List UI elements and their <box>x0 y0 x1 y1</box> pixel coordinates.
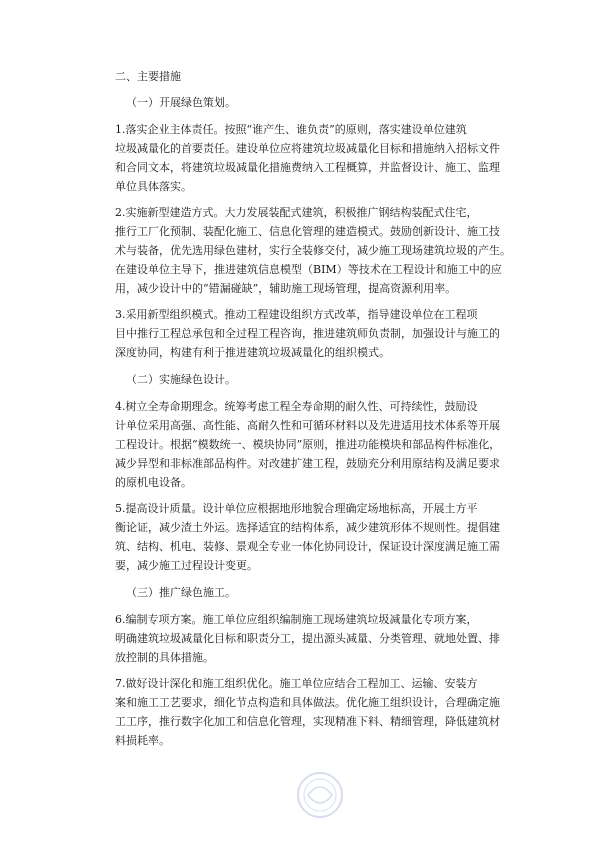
section-heading-measures: 二、主要措施 <box>115 70 181 83</box>
paragraph-line: 7.做好设计深化和施工组织优化。施工单位应结合工程加工、运输、安装方 <box>115 677 478 690</box>
paragraph-line: 减少异型和非标准部品构件。对改建扩建工程，鼓励充分利用原结构及满足要求 <box>115 457 500 470</box>
paragraph-line: 在建设单位主导下，推进建筑信息模型（BIM）等技术在工程设计和施工中的应 <box>115 263 502 276</box>
paragraph-line: 明确建筑垃圾减量化目标和职责分工，提出源头减量、分类管理、就地处置、排 <box>115 632 500 645</box>
paragraph-line: 要，减少施工过程设计变更。 <box>115 559 258 572</box>
paragraph-line: 计单位采用高强、高性能、高耐久性和可循环材料以及先进适用技术体系等开展 <box>115 419 500 432</box>
paragraph-line: 案和施工工艺要求，细化节点构造和具体做法。优化施工组织设计，合理确定施 <box>115 696 500 709</box>
paragraph-line: 料损耗率。 <box>115 734 170 747</box>
paragraph-line: 4.树立全寿命期理念。统筹考虑工程全寿命期的耐久性、可持续性，鼓励设 <box>115 400 478 413</box>
paragraph-line: 1.落实企业主体责任。按照“谁产生、谁负责”的原则，落实建设单位建筑 <box>115 123 467 136</box>
paragraph-line: 工工序，推行数字化加工和信息化管理，实现精准下料、精细管理，降低建筑材 <box>115 715 500 728</box>
paragraph-line: 垃圾减量化的首要责任。建设单位应将建筑垃圾减量化目标和措施纳入招标文件 <box>115 142 500 155</box>
paragraph-line: 2.实施新型建造方式。大力发展装配式建筑，积极推广钢结构装配式住宅， <box>115 206 478 219</box>
paragraph-line: 6.编制专项方案。施工单位应组织编制施工现场建筑垃圾减量化专项方案， <box>115 613 478 626</box>
paragraph-line: 3.采用新型组织模式。推动工程建设组织方式改革，指导建设单位在工程项 <box>115 308 478 321</box>
subsection-heading-green-design: （二）实施绿色设计。 <box>126 373 236 386</box>
paragraph-line: 的原机电设备。 <box>115 476 192 489</box>
paragraph-line: 5.提高设计质量。设计单位应根据地形地貌合理确定场地标高，开展土方平 <box>115 502 478 515</box>
paragraph-line: 深度协同，构建有利于推进建筑垃圾减量化的组织模式。 <box>115 346 390 359</box>
paragraph-line: 目中推行工程总承包和全过程工程咨询，推进建筑师负责制，加强设计与施工的 <box>115 327 500 340</box>
paragraph-line: 筑、结构、机电、装修、景观全专业一体化协同设计，保证设计深度满足施工需 <box>115 540 500 553</box>
paragraph-line: 工程设计。根据“模数统一、模块协同”原则，推进功能模块和部品构件标准化， <box>115 438 501 451</box>
watermark-seal-icon <box>290 765 350 825</box>
paragraph-line: 术与装备，优先选用绿色建材，实行全装修交付，减少施工现场建筑垃圾的产生。 <box>115 244 511 257</box>
paragraph-line: 衡论证，减少渣土外运。选择适宜的结构体系，减少建筑形体不规则性。提倡建 <box>115 521 500 534</box>
paragraph-line: 推行工厂化预制、装配化施工、信息化管理的建造模式。鼓励创新设计、施工技 <box>115 225 500 238</box>
subsection-heading-green-planning: （一）开展绿色策划。 <box>126 96 236 109</box>
paragraph-line: 和合同文本，将建筑垃圾减量化措施费纳入工程概算，并监督设计、施工、监理 <box>115 161 500 174</box>
paragraph-line: 放控制的具体措施。 <box>115 651 214 664</box>
paragraph-line: 用，减少设计中的“错漏碰缺”，辅助施工现场管理，提高资源利用率。 <box>115 282 457 295</box>
subsection-heading-green-construction: （三）推广绿色施工。 <box>126 586 236 599</box>
paragraph-line: 单位具体落实。 <box>115 180 192 193</box>
